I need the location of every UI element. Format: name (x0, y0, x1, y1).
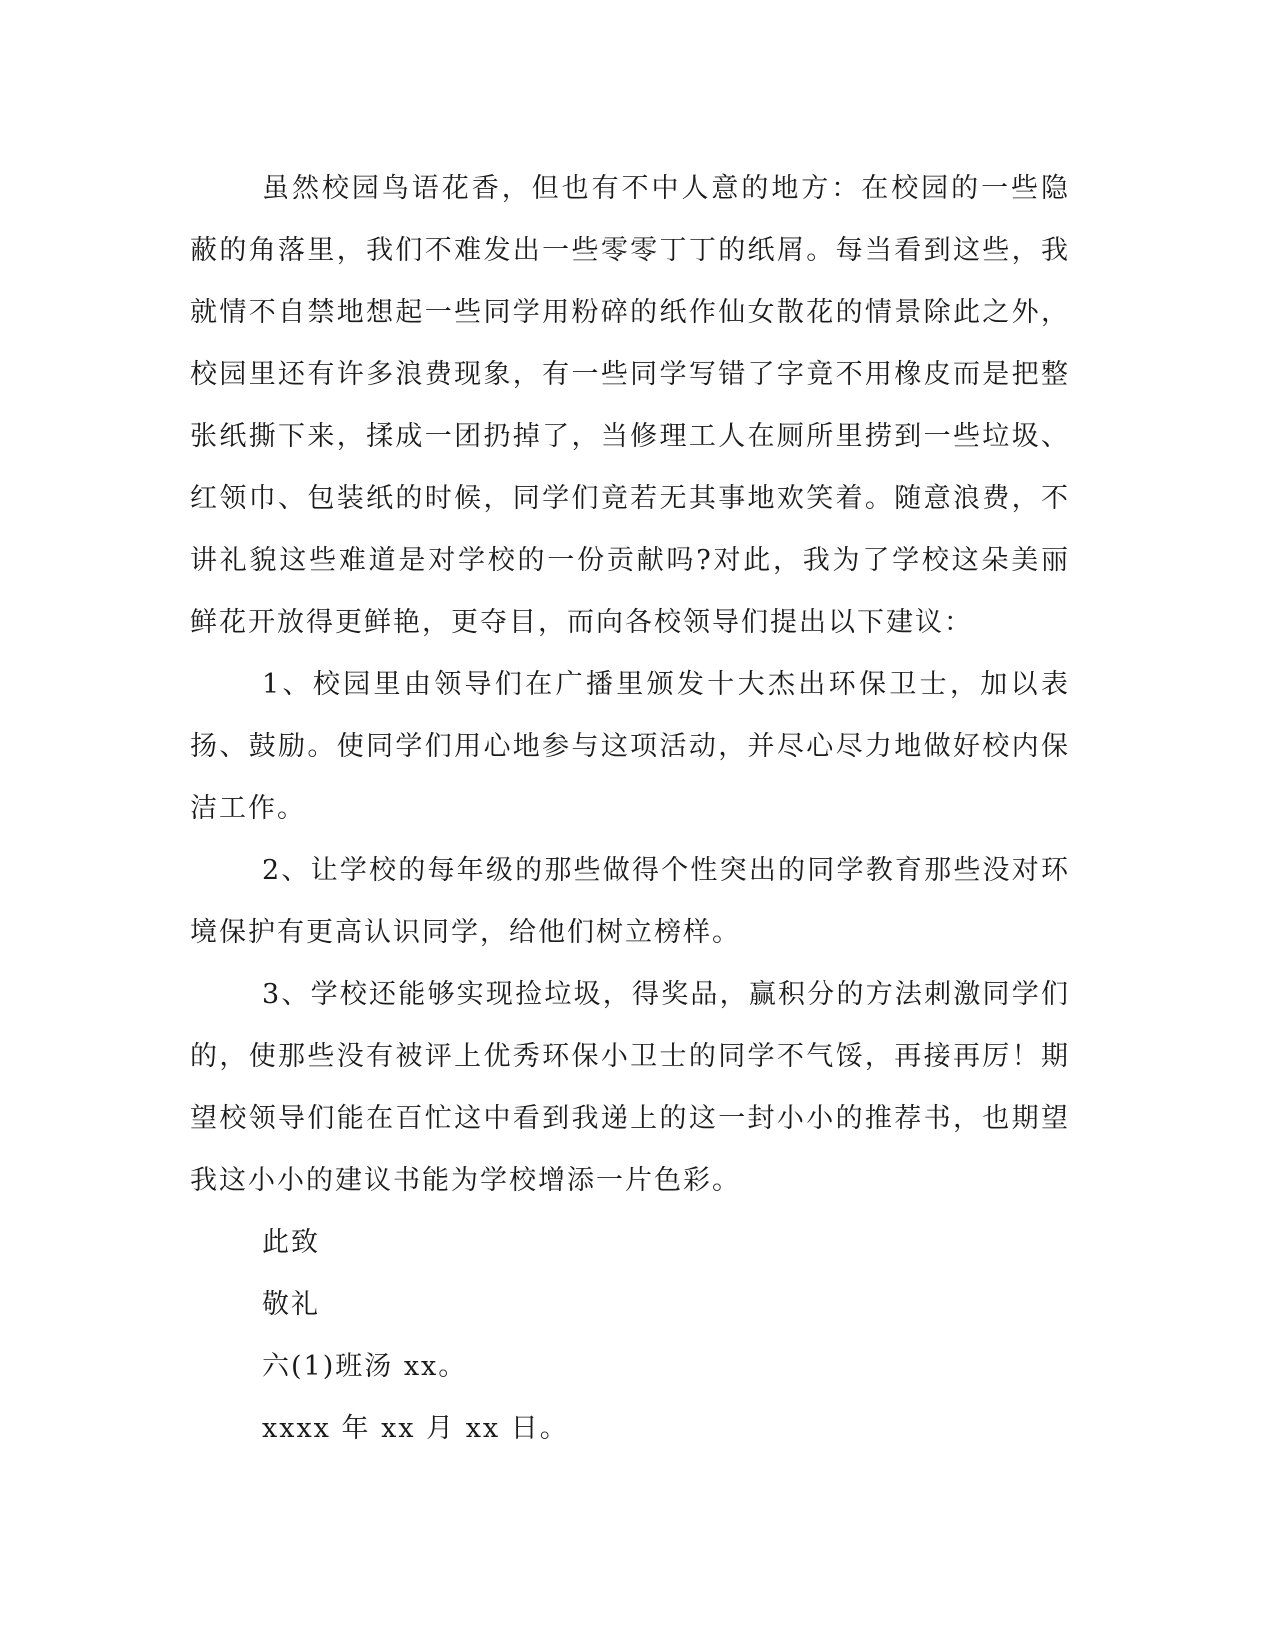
closing-salutation-1: 此致 (262, 1227, 320, 1258)
paragraph-suggestion-1: 1、校园里由领导们在广播里颁发十大杰出环保卫士，加以表扬、鼓励。使同学们用心地参与这项活动，并尽心尽力地做好校内保洁工作。 (190, 669, 1070, 824)
paragraph-suggestion-3: 3、学校还能够实现捡垃圾，得奖品，赢积分的方法刺激同学们的，使那些没有被评上优秀环保小卫士的同学不气馁，再接再厉！期望校领导们能在百忙这中看到我递上的这一封小小的推荐书，也期望我这小小的建议书能为学校增添一片色彩。 (190, 979, 1070, 1196)
closing-salutation-2: 敬礼 (262, 1289, 320, 1320)
signature: 六(1)班汤 xx。 (262, 1351, 468, 1382)
paragraph-intro: 虽然校园鸟语花香，但也有不中人意的地方：在校园的一些隐蔽的角落里，我们不难发出一些零零丁丁的纸屑。每当看到这些，我就情不自禁地想起一些同学用粉碎的纸作仙女散花的情景除此之外，校园里还有许多浪费现象，有一些同学写错了字竟不用橡皮而是把整张纸撕下来，揉成一团扔掉了，当修理工人在厕所里捞到一些垃圾、红领巾、包装纸的时候，同学们竟若无其事地欢笑着。随意浪费，不讲礼貌这些难道是对学校的一份贡献吗?对此，我为了学校这朵美丽鲜花开放得更鲜艳，更夺目，而向各校领导们提出以下建议： (190, 173, 1070, 638)
letter-body (190, 158, 1070, 1460)
date: xxxx 年 xx 月 xx 日。 (262, 1413, 569, 1444)
paragraph-suggestion-2: 2、让学校的每年级的那些做得个性突出的同学教育那些没对环境保护有更高认识同学，给他们树立榜样。 (190, 855, 1070, 948)
